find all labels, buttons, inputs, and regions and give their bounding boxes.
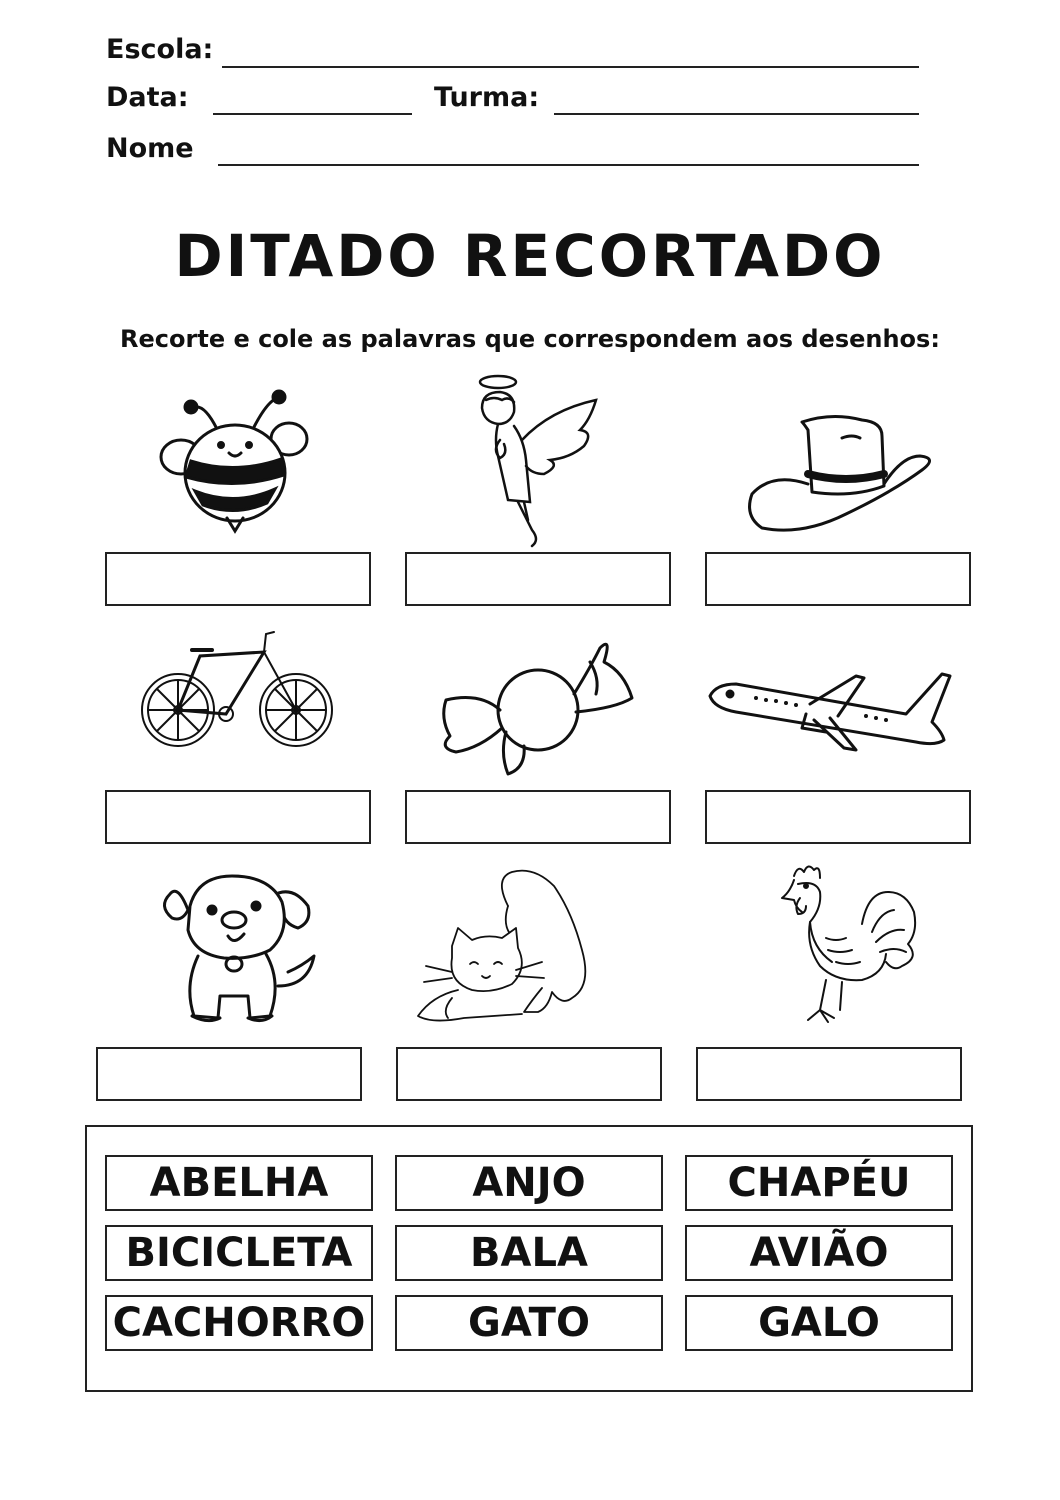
- answer-box-candy[interactable]: [405, 790, 671, 844]
- word-card[interactable]: BICICLETA: [105, 1225, 373, 1281]
- candy-icon: [440, 628, 636, 776]
- cat-icon: [412, 866, 596, 1026]
- bee-icon: [155, 385, 315, 535]
- name-field-line[interactable]: [218, 164, 919, 166]
- word-card[interactable]: ABELHA: [105, 1155, 373, 1211]
- word-card[interactable]: GATO: [395, 1295, 663, 1351]
- angel-icon: [470, 370, 605, 550]
- answer-box-bicycle[interactable]: [105, 790, 371, 844]
- word-card[interactable]: CHAPÉU: [685, 1155, 953, 1211]
- dog-icon: [158, 866, 322, 1028]
- date-label: Data:: [106, 82, 189, 113]
- class-label: Turma:: [434, 82, 540, 113]
- answer-box-bee[interactable]: [105, 552, 371, 606]
- bicycle-icon: [140, 628, 338, 752]
- word-card[interactable]: AVIÃO: [685, 1225, 953, 1281]
- word-card[interactable]: ANJO: [395, 1155, 663, 1211]
- school-label: Escola:: [106, 34, 214, 65]
- answer-box-hat[interactable]: [705, 552, 971, 606]
- class-field-line[interactable]: [554, 113, 919, 115]
- answer-box-rooster[interactable]: [696, 1047, 962, 1101]
- date-field-line[interactable]: [213, 113, 412, 115]
- school-field-line[interactable]: [222, 66, 919, 68]
- answer-box-dog[interactable]: [96, 1047, 362, 1101]
- word-card[interactable]: CACHORRO: [105, 1295, 373, 1351]
- answer-box-cat[interactable]: [396, 1047, 662, 1101]
- instruction-text: Recorte e cole as palavras que correspondem aos desenhos:: [120, 325, 940, 353]
- name-label: Nome: [106, 133, 194, 164]
- hat-icon: [742, 412, 934, 534]
- airplane-icon: [706, 670, 952, 752]
- page-title: DITADO RECORTADO: [174, 222, 886, 290]
- answer-box-angel[interactable]: [405, 552, 671, 606]
- word-card[interactable]: BALA: [395, 1225, 663, 1281]
- word-card[interactable]: GALO: [685, 1295, 953, 1351]
- answer-box-airplane[interactable]: [705, 790, 971, 844]
- rooster-icon: [776, 862, 924, 1026]
